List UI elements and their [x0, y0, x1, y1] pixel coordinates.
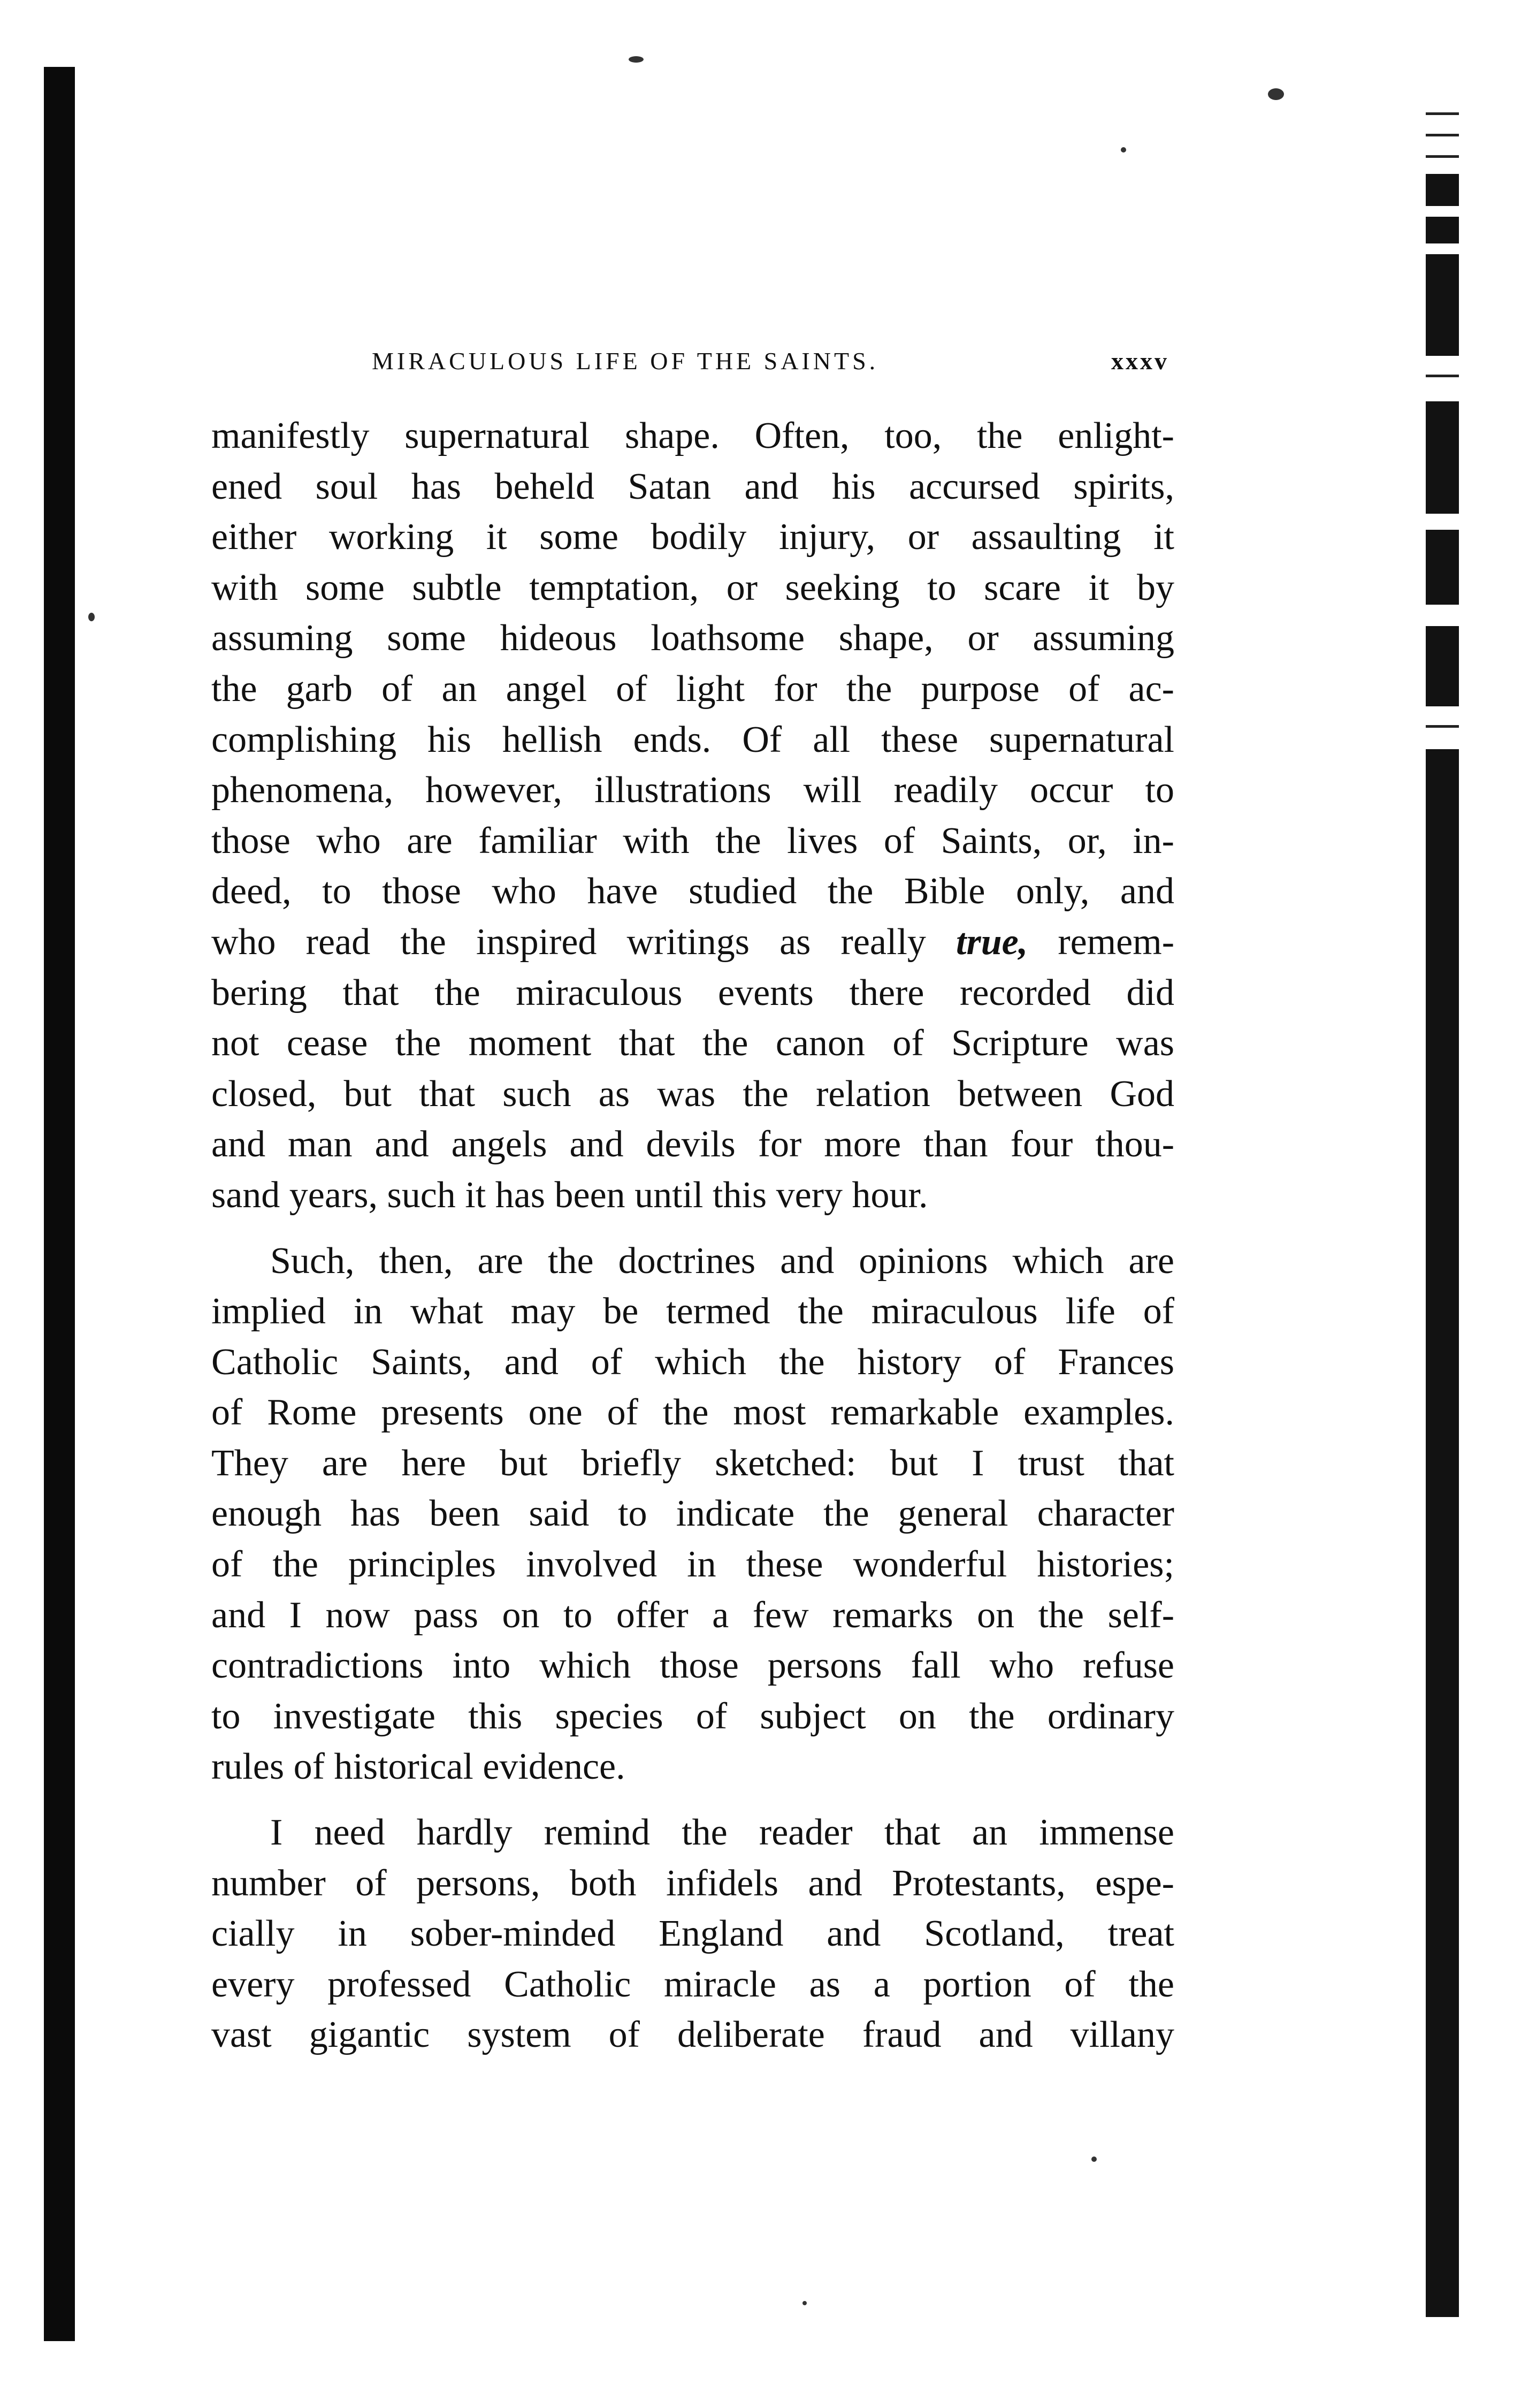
text-line: either working it some bodily injury, or assaulting it	[211, 516, 1174, 558]
text-line: not cease the moment that the canon of Scripture was	[211, 1023, 1174, 1064]
italic-word: true,	[956, 921, 1028, 963]
text-line: bering that the miraculous events there recorded did	[211, 972, 1174, 1014]
page-edge-marks	[1426, 112, 1459, 2317]
text-line: implied in what may be termed the miraculous life of	[211, 1291, 1174, 1332]
text-line: of Rome presents one of the most remarkable examples.	[211, 1392, 1174, 1434]
text-line: sand years, such it has been until this very hour.	[211, 1174, 928, 1216]
text-line: enough has been said to indicate the general character	[211, 1493, 1174, 1535]
text-line: complishing his hellish ends. Of all these supernatural	[211, 719, 1174, 760]
text-line: assuming some hideous loathsome shape, or assuming	[211, 618, 1174, 659]
text-line: I need hardly remind the reader that an immense	[270, 1812, 1174, 1854]
text-line: Such, then, are the doctrines and opinions which are	[270, 1240, 1174, 1282]
text-run: remem-	[1058, 921, 1174, 963]
page-number: xxxv	[1111, 347, 1169, 375]
scan-speck	[1121, 147, 1126, 153]
scan-speck	[802, 2301, 807, 2305]
text-line: and man and angels and devils for more than four thou-	[211, 1124, 1174, 1165]
scan-speck	[88, 613, 95, 621]
running-header	[372, 342, 1169, 380]
paragraph-3	[211, 1808, 1174, 2061]
text-line: every professed Catholic miracle as a portion of the	[211, 1963, 1174, 2005]
text-line: deed, to those who have studied the Bible only, and	[211, 871, 1174, 912]
scan-speck	[1268, 88, 1284, 100]
binding-edge-shadow	[44, 67, 75, 2341]
text-line: manifestly supernatural shape. Often, too, the enlight-	[211, 415, 1174, 456]
text-line: Catholic Saints, and of which the history of Frances	[211, 1341, 1174, 1383]
running-head-title: MIRACULOUS LIFE OF THE SAINTS.	[372, 347, 879, 375]
paragraph-2	[211, 1236, 1174, 1793]
scan-speck	[1091, 2156, 1097, 2162]
text-line: of the principles involved in these wonderful histories;	[211, 1544, 1174, 1586]
text-line: closed, but that such as was the relation between God	[211, 1073, 1174, 1115]
text-line: They are here but briefly sketched: but I trust that	[211, 1442, 1174, 1484]
scan-speck	[629, 56, 644, 63]
text-line-with-italic	[211, 917, 1174, 968]
text-line: ened soul has beheld Satan and his accursed spirits,	[211, 466, 1174, 507]
text-run: who read the inspired writings as really	[211, 921, 926, 963]
text-line: the garb of an angel of light for the purpose of ac-	[211, 668, 1174, 710]
text-line: phenomena, however, illustrations will readily occur to	[211, 769, 1174, 811]
text-line: to investigate this species of subject on the ordinary	[211, 1695, 1174, 1737]
text-line: number of persons, both infidels and Protestants, espe-	[211, 1862, 1174, 1904]
paragraph-1	[211, 411, 1174, 1221]
text-line: rules of historical evidence.	[211, 1746, 625, 1788]
text-line: with some subtle temptation, or seeking to scare it by	[211, 567, 1174, 608]
text-line: cially in sober-minded England and Scotland, treat	[211, 1913, 1174, 1955]
body-text	[211, 411, 1174, 2076]
text-line: those who are familiar with the lives of Saints, or, in-	[211, 820, 1174, 862]
text-line: and I now pass on to offer a few remarks on the self-	[211, 1594, 1174, 1636]
text-line: vast gigantic system of deliberate fraud and villany	[211, 2014, 1174, 2056]
text-line: contradictions into which those persons fall who refuse	[211, 1645, 1174, 1687]
